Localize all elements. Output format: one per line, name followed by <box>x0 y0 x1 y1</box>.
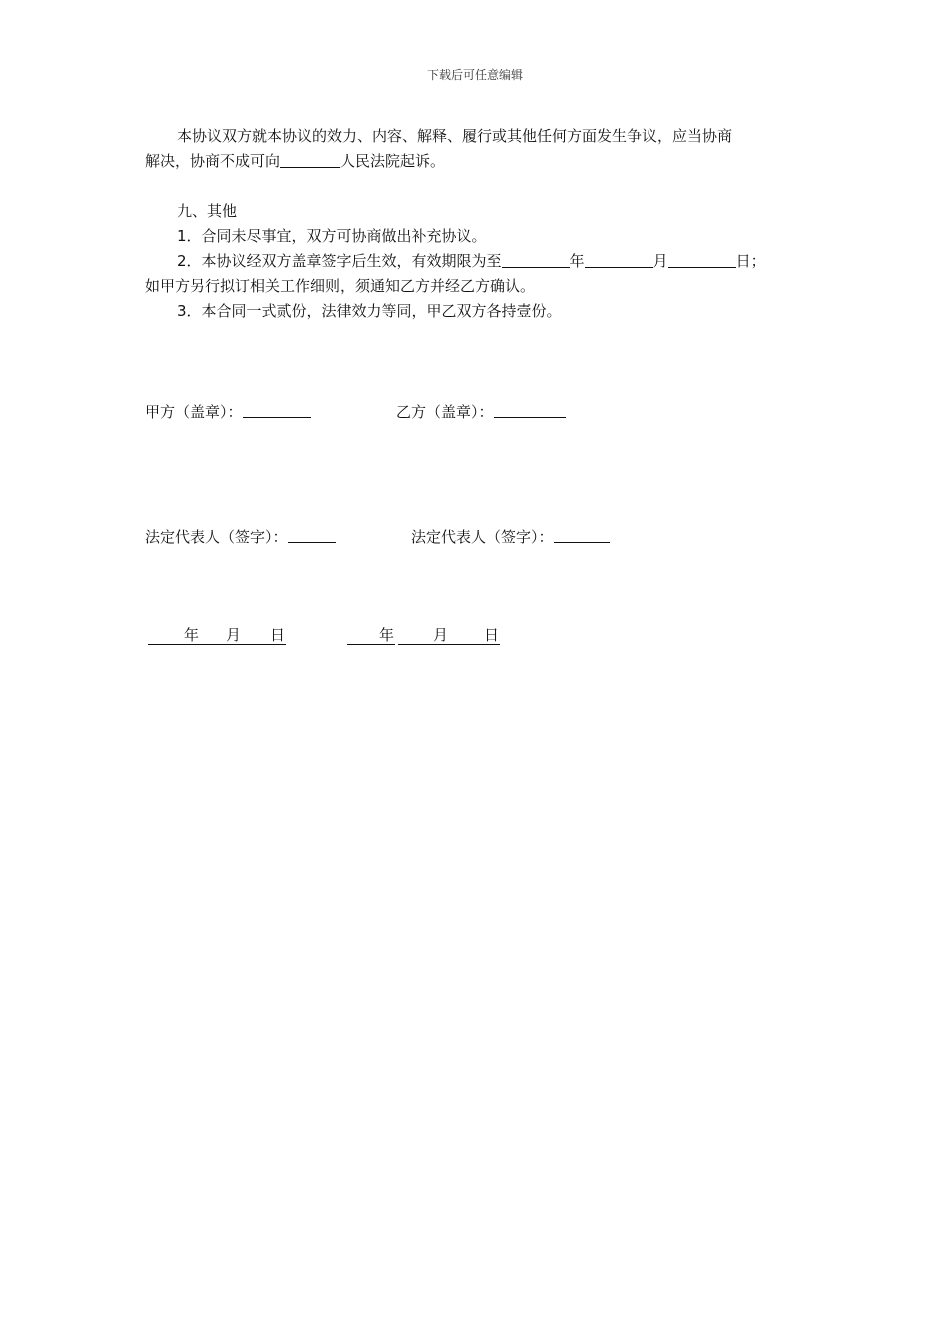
other-item-1: 1．合同未尽事宜，双方可协商做出补充协议。 <box>177 227 487 245</box>
date-day-label: 日 <box>484 626 500 644</box>
party-a-seal: 甲方（盖章）： <box>145 401 311 422</box>
rep-b-signature: 法定代表人（签字）： <box>411 526 610 547</box>
date-year-label: 年 <box>184 626 200 644</box>
party-b-seal: 乙方（盖章）： <box>396 401 566 422</box>
rep-b-signature-blank[interactable] <box>554 528 610 543</box>
date-month-label: 月 <box>226 626 242 644</box>
party-b-seal-blank[interactable] <box>494 403 566 418</box>
court-blank[interactable] <box>280 151 340 168</box>
other-item-3: 3．本合同一式贰份，法律效力等同，甲乙双方各持壹份。 <box>177 302 562 320</box>
dispute-line-1: 本协议双方就本协议的效力、内容、解释、履行或其他任何方面发生争议，应当协商 <box>177 127 733 145</box>
date-year-label: 年 <box>379 626 395 644</box>
section-title: 九、其他 <box>177 202 238 220</box>
expiry-day-blank[interactable] <box>668 251 736 268</box>
other-item-2: 2．本协议经双方盖章签字后生效，有效期限为至 年 月 日； <box>177 252 766 270</box>
section-other <box>145 199 810 324</box>
party-a-date[interactable] <box>148 624 286 645</box>
party-b-date-month-day[interactable] <box>398 624 500 645</box>
party-b-date-year[interactable] <box>347 624 395 645</box>
date-day-label: 日 <box>270 626 286 644</box>
rep-a-signature: 法定代表人（签字）： <box>145 526 336 547</box>
rep-a-signature-blank[interactable] <box>288 528 336 543</box>
party-a-seal-blank[interactable] <box>243 403 311 418</box>
expiry-month-blank[interactable] <box>585 251 653 268</box>
dispute-line-2: 解决，协商不成可向 人民法院起诉。 <box>145 152 446 170</box>
other-item-2-line-2: 如甲方另行拟订相关工作细则，须通知乙方并经乙方确认。 <box>145 277 536 295</box>
date-month-label: 月 <box>433 626 449 644</box>
expiry-year-blank[interactable] <box>502 251 570 268</box>
dispute-paragraph <box>145 124 810 174</box>
page-header: 下载后可任意编辑 <box>426 68 523 82</box>
